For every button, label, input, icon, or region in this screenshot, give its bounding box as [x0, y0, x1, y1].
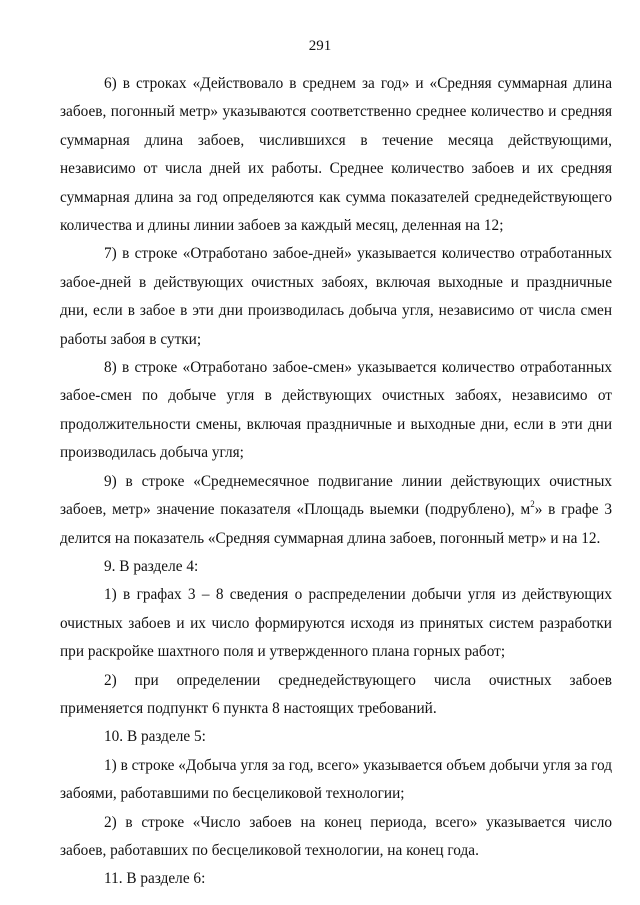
paragraph-item-7: 7) в строке «Отработано забое-дней» указывается количество отработанных забое-дней в действующих очистных забоях, включая выходные и праздничные дни, если в забое в эти дни производилась добыча угля, независимо от числа смен работы забоя в сутки; [60, 245, 612, 348]
section-5-item-1: 1) в строке «Добыча угля за год, всего» указывается объем добычи угля за год забоями, работавшими по бесцеликовой технологии; [60, 756, 612, 803]
document-body [60, 70, 612, 894]
section-5-item-2: 2) в строке «Число забоев на конец периода, всего» указывается число забоев, работавших по бесцеликовой технологии, на конец года. [60, 813, 612, 859]
section-4-item-2: 2) при определении среднедействующего числа очистных забоев применяется подпункт 6 пункта 8 настоящих требований. [60, 671, 612, 717]
page-number: 291 [308, 38, 332, 54]
section-4-heading: 9. В разделе 4: [104, 557, 199, 575]
section-5-heading: 10. В разделе 5: [104, 728, 206, 746]
paragraph-item-9-text-before: 9) в строке «Среднемесячное подвигание линии действующих очистных забоев, метр» значение показателя «Площадь выемки (подрублено), м [60, 472, 612, 519]
paragraph-item-8: 8) в строке «Отработано забое-смен» указывается количество отработанных забое-смен по добыче угля в действующих очистных забоях, независимо от продолжительности смены, включая праздничные и выходные дни, если в эти дни производилась добыча угля; [60, 359, 612, 462]
paragraph-item-9-text-after: » в графе 3 делится на показатель «Средняя суммарная длина забоев, погонный метр» и на 12. [60, 501, 612, 547]
section-4-item-1: 1) в графах 3 – 8 сведения о распределении добычи угля из действующих очистных забоев и их число формируются исходя из принятых систем разработки при раскройке шахтного поля и утвержденного плана горных работ; [60, 586, 612, 661]
paragraph-item-6: 6) в строках «Действовало в среднем за год» и «Средняя суммарная длина забоев, погонный метр» указываются соответственно среднее количество и средняя суммарная длина забоев, числившихся в течение месяца действующими, независимо от числа дней их работы. Среднее количество забоев и их средняя суммарная длина за год определяются как сумма показателей среднедействующего количества и длины линии забоев за каждый месяц, деленная на 12; [60, 75, 612, 235]
paragraph-item-9 [60, 468, 612, 553]
section-6-heading: 11. В разделе 6: [104, 870, 206, 888]
unit-superscript: 2 [530, 499, 535, 509]
